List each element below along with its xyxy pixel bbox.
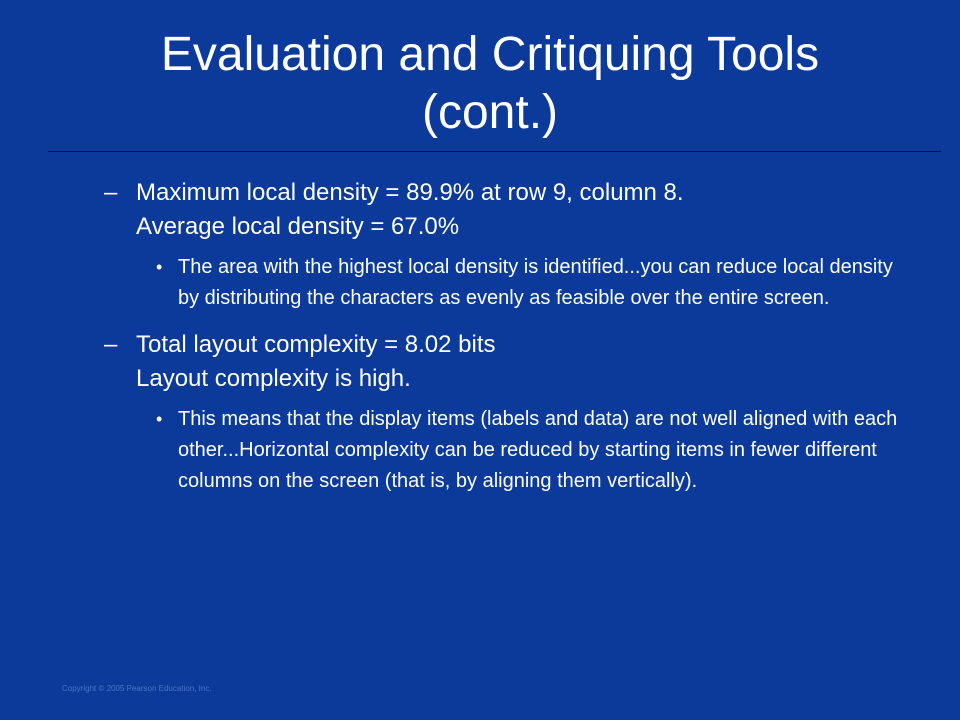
point-1-sub-text: The area with the highest local density is identified...you can reduce local density by distributing the characters as evenly as feasible over the entire screen. <box>178 256 893 309</box>
point-1-sub <box>104 252 904 314</box>
slide-title <box>40 26 940 142</box>
copyright-notice: Copyright © 2005 Pearson Education, Inc. <box>62 684 212 693</box>
point-2-sub-text: This means that the display items (labels and data) are not well aligned with each other...Horizontal complexity can be reduced by starting items in fewer different columns on the screen (that is, by aligning them vertically). <box>178 408 898 492</box>
point-1 <box>104 176 904 244</box>
point-2-sub <box>104 404 904 497</box>
slide-title-line1: Evaluation and Critiquing Tools <box>160 28 820 81</box>
bullet-marker: • <box>156 409 163 429</box>
title-divider <box>48 151 941 152</box>
point-1-line1: Maximum local density = 89.9% at row 9, column 8. <box>136 179 684 206</box>
dash-marker: – <box>104 331 118 358</box>
point-1-line2: Average local density = 67.0% <box>136 213 460 240</box>
point-2 <box>104 328 904 396</box>
slide-content <box>104 176 904 497</box>
point-2-line1: Total layout complexity = 8.02 bits <box>136 331 496 358</box>
spacer <box>104 314 904 328</box>
bullet-marker: • <box>156 257 163 277</box>
slide-title-line2: (cont.) <box>421 86 559 139</box>
dash-marker: – <box>104 179 118 206</box>
point-2-line2: Layout complexity is high. <box>136 365 411 392</box>
